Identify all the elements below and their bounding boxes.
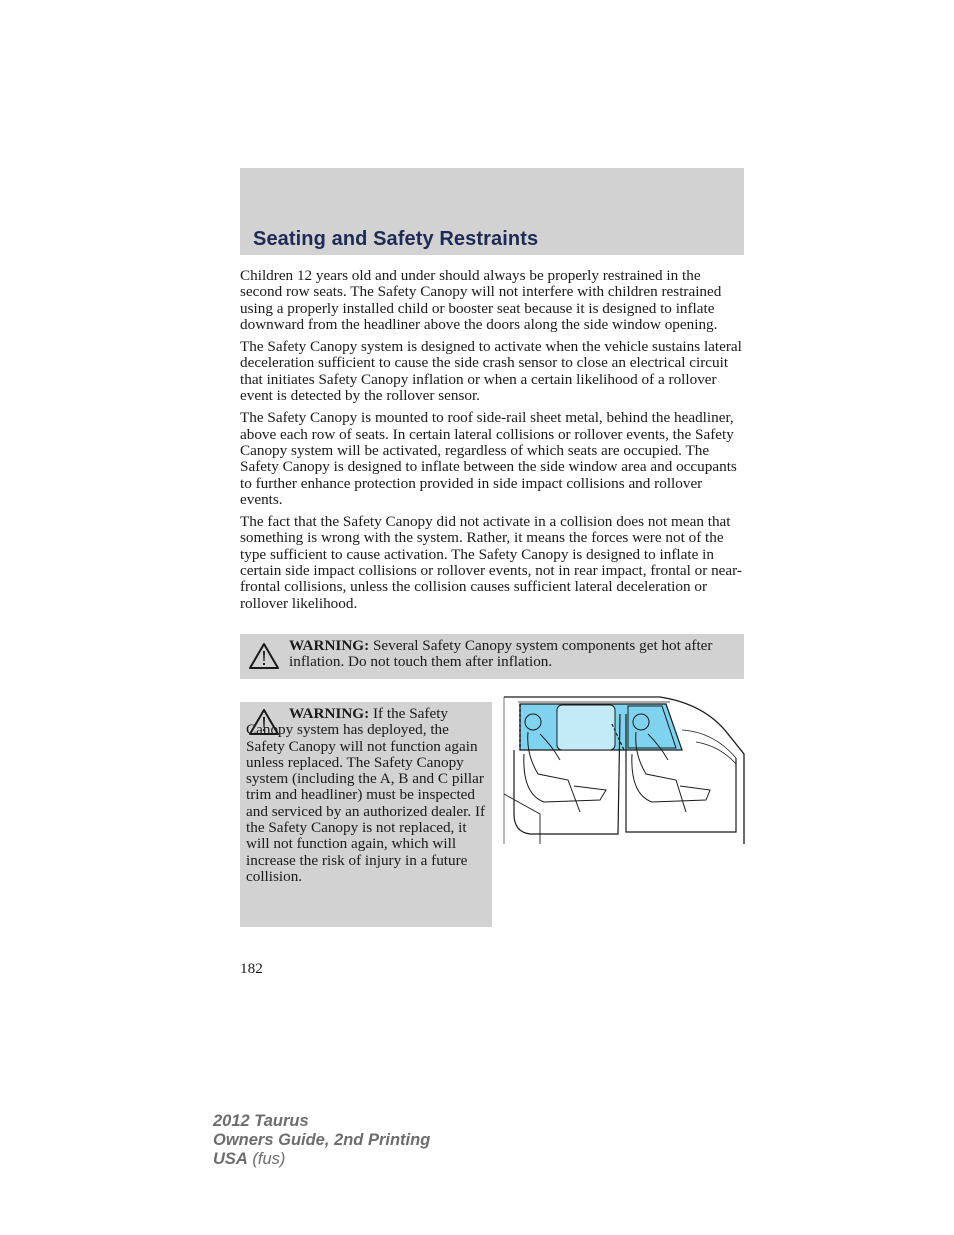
safety-canopy-illustration [500,694,746,844]
warning-box-hot-components [240,634,744,679]
page-number: 182 [240,960,263,977]
section-header-band [240,168,744,255]
warning-triangle-icon [248,642,280,670]
footer-model: 2012 Taurus [213,1112,309,1130]
footer-region-code: (fus) [247,1150,286,1168]
footer-guide: Owners Guide, 2nd Printing [213,1131,431,1149]
body-text [240,268,744,618]
paragraph: The Safety Canopy is mounted to roof side-rail sheet metal, behind the headliner, above each row of seats. In certain lateral collisions or rollover events, the Safety Canopy system will be activated, regardless of which seats are occupied. The Safety Canopy is designed to inflate between the side window area and occupants to further enhance protection provided in side impact collisions and rollover events. [240,409,737,508]
document-footer [213,1112,430,1169]
warning-label: WARNING: [289,705,370,722]
warning-text: Several Safety Canopy system components get hot after inflation. Do not touch them after inflation. [289,637,713,671]
warning-box-replacement [240,702,492,927]
warning-label: WARNING: [289,637,370,654]
warning-text: If the Safety Canopy system has deployed, the Safety Canopy will not function again unless replaced. The Safety Canopy system (including the A, B and C pillar trim and headliner) must be inspected and serviced by an authorized dealer. If the Safety Canopy is not replaced, it will not function again, which will increase the risk of injury in a future collision. [246,705,486,885]
canopy-window-front [557,705,615,750]
paragraph: Children 12 years old and under should always be properly restrained in the second row seats. The Safety Canopy will not interfere with children restrained using a properly installed child or booster seat because it is designed to inflate downward from the headliner above the doors along the side window opening. [240,267,722,333]
section-title: Seating and Safety Restraints [253,228,539,250]
footer-region: USA [213,1150,248,1168]
paragraph: The Safety Canopy system is designed to activate when the vehicle sustains lateral deceleration sufficient to cause the side crash sensor to close an electrical circuit that initiates Safety Canopy inflation or when a certain likelihood of a rollover event is detected by the rollover sensor. [240,338,742,405]
paragraph: The fact that the Safety Canopy did not activate in a collision does not mean that something is wrong with the system. Rather, it means the forces were not of the type sufficient to cause activation. The Safety Canopy is designed to inflate in certain side impact collisions or rollover events, not in rear impact, frontal or near-frontal collisions, unless the collision causes sufficient lateral deceleration or rollover likelihood. [240,513,742,612]
